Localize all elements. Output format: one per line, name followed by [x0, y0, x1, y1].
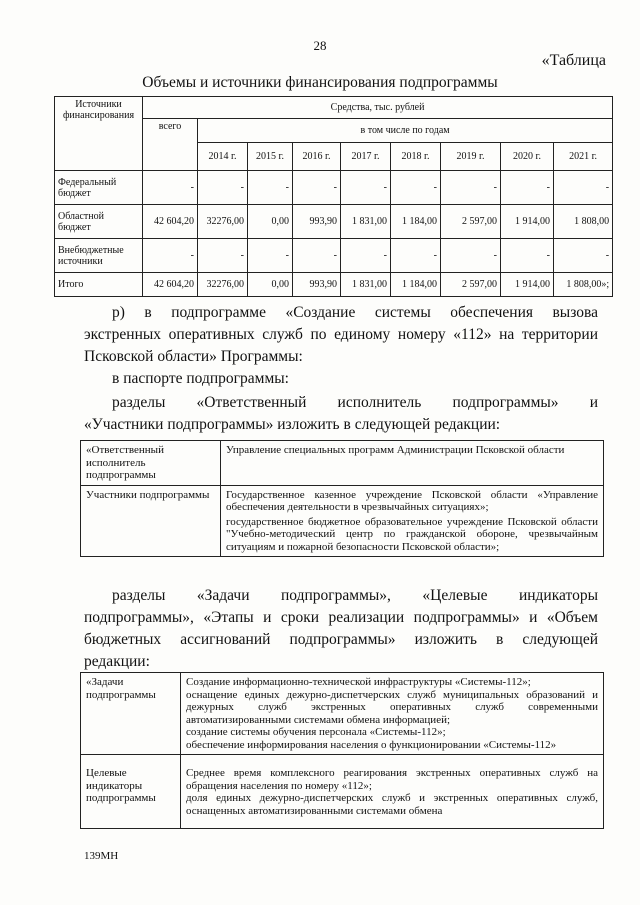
value-cell: 1 184,00	[391, 273, 441, 297]
value-cell: -	[501, 239, 554, 273]
text-line: бюджетных ассигнований подпрограммы» изложить в следующей	[84, 631, 598, 648]
year-cell: 2018 г.	[391, 143, 441, 171]
value-cell: 32276,00	[198, 205, 248, 239]
table-row	[55, 171, 613, 205]
value-cell: -	[441, 171, 501, 205]
paragraph-sections-2	[84, 585, 598, 673]
value-cell: -	[248, 239, 293, 273]
year-cell: 2016 г.	[293, 143, 341, 171]
text-line: р) в подпрограмме «Создание системы обеспечения вызова	[112, 304, 598, 321]
value-cell: -	[391, 239, 441, 273]
value-cell: -	[554, 171, 613, 205]
text-line: экстренных оперативных служб по единому номеру «112» на территории	[84, 326, 598, 343]
value-cell: 0,00	[248, 205, 293, 239]
value-cell: 993,90	[293, 273, 341, 297]
paragraph-sections-1	[84, 392, 598, 436]
year-cell: 2015 г.	[248, 143, 293, 171]
year-cell: 2019 г.	[441, 143, 501, 171]
table-title: Объемы и источники финансирования подпрограммы	[142, 74, 498, 91]
participant-item: государственное бюджетное образовательное учреждение Псковской области "Учебно-методический центр по гражданской обороне, чрезвычайным ситуациям и пожарной безопасности Псковской области»;	[226, 515, 598, 553]
year-cell: 2014 г.	[198, 143, 248, 171]
value-cell: -	[341, 171, 391, 205]
participants-cell	[221, 485, 604, 557]
indicators-label: Целевые индикаторы подпрограммы	[81, 755, 181, 829]
text-line: «Участники подпрограммы» изложить в следующей редакции:	[84, 416, 501, 433]
participant-item: Государственное казенное учреждение Псковской области «Управление обеспечения деятельности в чрезвычайных ситуациях»;	[226, 488, 598, 513]
responsible-label: «Ответственный исполнитель подпрограммы	[81, 441, 221, 486]
task-item: Создание информационно-технической инфраструктуры «Системы-112»;	[186, 676, 531, 688]
text-line: подпрограммы», «Этапы и сроки реализации подпрограммы» и «Объем	[84, 609, 598, 626]
header-source: Источники финансирования	[55, 97, 143, 171]
value-cell: 2 597,00	[441, 205, 501, 239]
value-cell: -	[293, 171, 341, 205]
value-cell: 0,00	[248, 273, 293, 297]
tasks-indicators-box	[80, 672, 604, 829]
indicator-item: Среднее время комплексного реагирования экстренных оперативных служб на обращения населения по номеру «112»;	[186, 767, 598, 792]
text-line: разделы «Ответственный исполнитель подпрограммы» и	[112, 394, 598, 411]
text-line: редакции:	[84, 653, 150, 670]
row-label: Внебюджетные источники	[55, 239, 143, 273]
value-cell: -	[554, 239, 613, 273]
value-cell: 2 597,00	[441, 273, 501, 297]
value-cell: -	[198, 239, 248, 273]
value-cell: -	[143, 239, 198, 273]
table-label: «Таблица	[541, 52, 606, 69]
text-line: разделы «Задачи подпрограммы», «Целевые индикаторы	[112, 587, 598, 604]
participants-label: Участники подпрограммы	[81, 485, 221, 557]
value-cell: 1 914,00	[501, 273, 554, 297]
value-cell: 1 808,00»;	[554, 273, 613, 297]
financing-table	[54, 96, 613, 297]
tasks-cell	[181, 673, 604, 755]
table-row-total	[55, 273, 613, 297]
value-cell: 42 604,20	[143, 273, 198, 297]
value-cell: 32276,00	[198, 273, 248, 297]
value-cell: -	[441, 239, 501, 273]
value-cell: -	[143, 171, 198, 205]
table-row	[55, 239, 613, 273]
indicator-item: доля единых дежурно-диспетчерских служб и экстренных оперативных служб, оснащенных автоматизированными системами обмена	[186, 792, 598, 817]
value-cell: 42 604,20	[143, 205, 198, 239]
year-cell: 2017 г.	[341, 143, 391, 171]
text-line: Псковской области» Программы:	[84, 348, 303, 365]
paragraph-passport: в паспорте подпрограммы:	[112, 370, 289, 387]
value-cell: 1 831,00	[341, 273, 391, 297]
indicators-cell	[181, 755, 604, 829]
header-funds: Средства, тыс. рублей	[143, 97, 613, 119]
task-item: создание системы обучения персонала «Системы-112»;	[186, 726, 446, 738]
value-cell: -	[341, 239, 391, 273]
row-label: Федеральный бюджет	[55, 171, 143, 205]
row-label: Итого	[55, 273, 143, 297]
value-cell: -	[293, 239, 341, 273]
year-cell: 2021 г.	[554, 143, 613, 171]
footer-code: 139МН	[84, 850, 119, 862]
value-cell: -	[198, 171, 248, 205]
table-row	[55, 205, 613, 239]
row-label: Областной бюджет	[55, 205, 143, 239]
page-number: 28	[313, 38, 327, 53]
tasks-label: «Задачи подпрограммы	[81, 673, 181, 755]
value-cell: -	[391, 171, 441, 205]
value-cell: -	[501, 171, 554, 205]
value-cell: 1 831,00	[341, 205, 391, 239]
value-cell: 1 184,00	[391, 205, 441, 239]
header-by-year: в том числе по годам	[198, 119, 613, 143]
header-total: всего	[143, 119, 198, 171]
task-item: обеспечение информирования населения о функционировании «Системы-112»	[186, 738, 557, 751]
value-cell: 1 914,00	[501, 205, 554, 239]
value-cell: 993,90	[293, 205, 341, 239]
task-item: оснащение единых дежурно-диспетчерских служб муниципальных образований и дежурных служб экстренных оперативных служб современными автоматизированными системами обмена информацией;	[186, 688, 598, 726]
value-cell: -	[248, 171, 293, 205]
value-cell: 1 808,00	[554, 205, 613, 239]
year-cell: 2020 г.	[501, 143, 554, 171]
paragraph-r	[84, 302, 598, 368]
responsible-participants-box	[80, 440, 604, 557]
responsible-text: Управление специальных программ Администрации Псковской области	[221, 441, 604, 486]
